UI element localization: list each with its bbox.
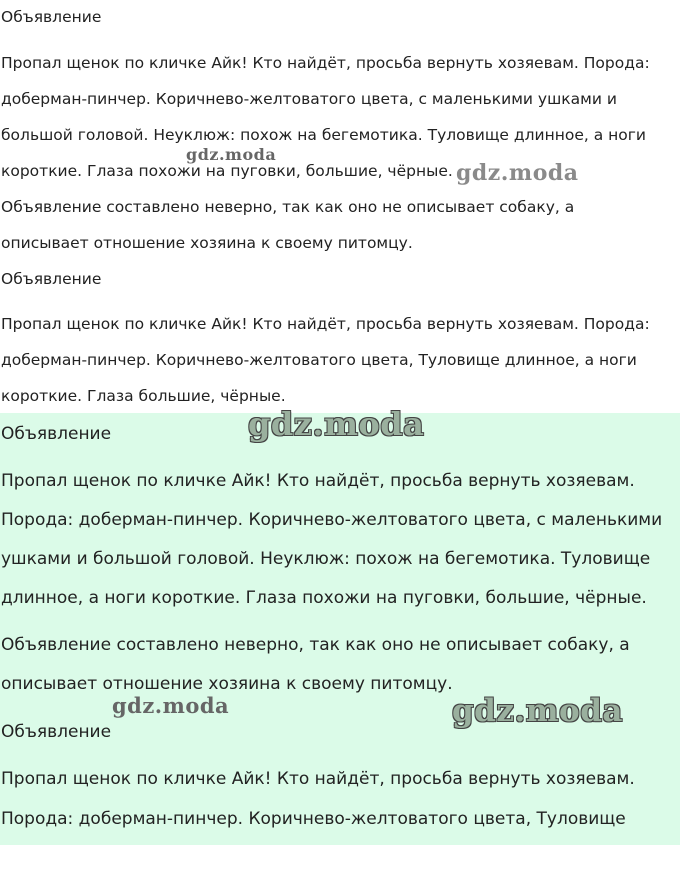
watermark-logo: gdz.moda [248, 405, 425, 443]
watermark-logo: gdz.moda [186, 145, 277, 164]
text-line: Пропал щенок по кличке Айк! Кто найдёт, просьба вернуть хозяевам. Порода: [1, 315, 650, 333]
text-line: Порода: доберман-пинчер. Коричнево-желтоватого цвета, Туловище [1, 809, 626, 829]
text-line: длинное, а ноги короткие. Глаза похожи на пуговки, большие, чёрные. [1, 588, 647, 608]
text-line: доберман-пинчер. Коричнево-желтоватого цвета, с маленькими ушками и [1, 90, 617, 108]
text-line: Пропал щенок по кличке Айк! Кто найдёт, просьба вернуть хозяевам. [1, 769, 635, 789]
announcement-heading: Объявление [1, 270, 102, 288]
text-line: доберман-пинчер. Коричнево-желтоватого цвета, Туловище длинное, а ноги [1, 351, 637, 369]
text-line: короткие. Глаза похожи на пуговки, большие, чёрные. [1, 162, 453, 180]
text-line: короткие. Глаза большие, чёрные. [1, 387, 286, 405]
answer-text-section-plain [0, 0, 680, 413]
answer-text-section-highlighted [0, 405, 680, 845]
text-line: описывает отношение хозяина к своему питомцу. [1, 674, 453, 694]
text-line: Объявление составлено неверно, так как оно не описывает собаку, а [1, 198, 575, 216]
text-line: Пропал щенок по кличке Айк! Кто найдёт, просьба вернуть хозяевам. Порода: [1, 54, 650, 72]
watermark-logo: gdz.moda [456, 160, 579, 186]
watermark-logo: gdz.moda [112, 693, 230, 718]
watermark-logo: gdz.moda [452, 693, 623, 729]
text-line: описывает отношение хозяина к своему питомцу. [1, 234, 413, 252]
text-line: большой головой. Неуклюж: похож на бегемотика. Туловище длинное, а ноги [1, 126, 646, 144]
announcement-heading: Объявление [1, 722, 112, 742]
text-line: Порода: доберман-пинчер. Коричнево-желтоватого цвета, с маленькими [1, 510, 663, 530]
text-line: Пропал щенок по кличке Айк! Кто найдёт, просьба вернуть хозяевам. [1, 471, 635, 491]
text-line: ушками и большой головой. Неуклюж: похож на бегемотика. Туловище [1, 549, 651, 569]
announcement-heading: Объявление [1, 424, 112, 444]
announcement-heading: Объявление [1, 8, 102, 26]
text-line: Объявление составлено неверно, так как оно не описывает собаку, а [1, 635, 630, 655]
